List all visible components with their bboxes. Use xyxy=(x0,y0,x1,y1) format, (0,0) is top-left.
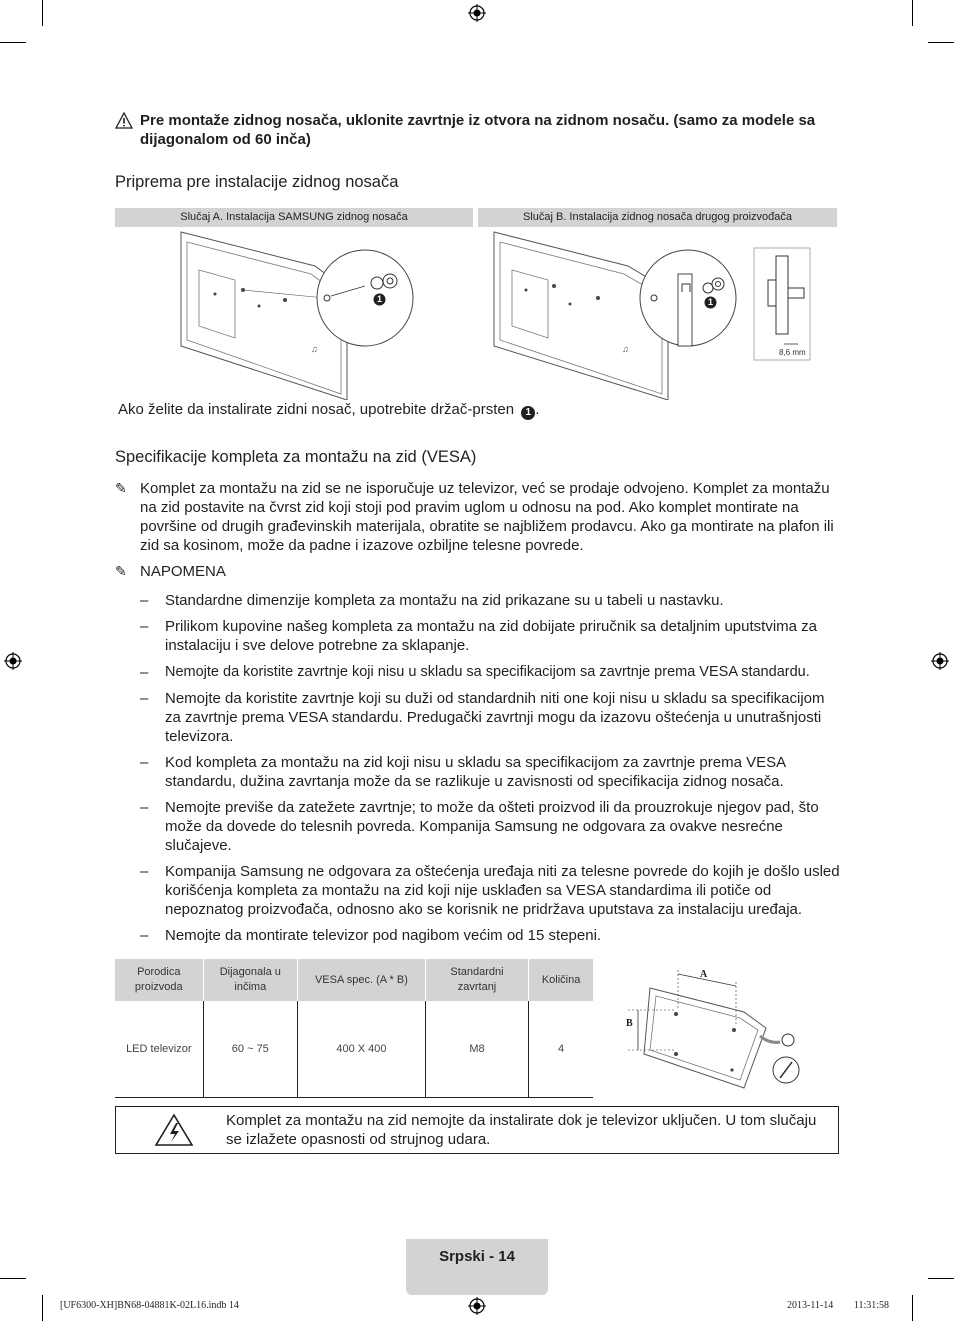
list-item: – Kod kompleta za montažu na zid koji nisu u skladu sa specifikacijom za zavrtnje prema VESA standardu, dužina zavrtanja može da se razlikuje u zavisnosti od specifikacija zidnog nosača. xyxy=(140,754,786,790)
caution-text: Komplet za montažu na zid nemojte da instalirate dok je televizor uključen. U tom slučaju se izlažete opasnosti od strujnog udara. xyxy=(226,1112,817,1148)
section-title-preparation: Priprema pre instalacije zidnog nosača xyxy=(115,173,399,191)
table-row xyxy=(115,1001,593,1098)
vesa-spec-table xyxy=(115,959,593,1098)
electric-shock-caution xyxy=(115,1106,839,1154)
column-header: VESA spec. (A * B) xyxy=(298,959,426,1001)
marker-1-inline xyxy=(521,406,535,420)
vesa-diagram xyxy=(620,966,810,1092)
crop-mark xyxy=(928,1278,954,1279)
page-number: Srpski - 14 xyxy=(439,1248,515,1265)
list-item: – Standardne dimenzije kompleta za montažu na zid prikazane su u tabeli u nastavku. xyxy=(140,592,724,609)
list-item: – Kompanija Samsung ne odgovara za oštećenja uređaja niti za telesne povrede do kojih je došlo usled korišćenja kompleta za montažu na zid koji nije usklađen sa VESA standardima ili potiče od nepoznatog proizvođača, odnosno ako se korisnik ne pridržava uputstava za instalaciju uređaja. xyxy=(140,863,840,918)
list-item: – Nemojte da koristite zavrtnje koji nisu u skladu sa specifikacijom sa zavrtnje prema VESA standardu. xyxy=(140,664,810,681)
diagram-label-a: A xyxy=(700,969,708,980)
table-header-row xyxy=(115,959,593,1001)
registration-mark-icon xyxy=(4,652,22,670)
column-header: Količina xyxy=(529,959,593,1001)
table-cell: 60 ~ 75 xyxy=(203,1001,298,1098)
print-file-info: [UF6300-XH]BN68-04881K-02L16.indb 14 xyxy=(60,1300,239,1311)
note-napomena xyxy=(115,562,840,581)
ring-note: Ako želite da instalirate zidni nosač, upotrebite držač-prsten 1 . xyxy=(118,401,540,418)
column-header: Dijagonala u inčima xyxy=(203,959,298,1001)
pencil-note-icon: ✎ xyxy=(115,563,127,579)
electric-shock-warning-icon xyxy=(154,1113,194,1147)
crop-mark xyxy=(928,42,954,43)
table-cell: 400 X 400 xyxy=(298,1001,426,1098)
table-cell: LED televizor xyxy=(115,1001,203,1098)
marker-1-label: 1 xyxy=(707,297,713,307)
section-title-vesa: Specifikacije kompleta za montažu na zid (VESA) xyxy=(115,448,477,466)
case-a-illustration xyxy=(115,228,473,400)
case-b-illustration xyxy=(478,228,837,400)
registration-mark-icon xyxy=(931,652,949,670)
registration-mark-icon xyxy=(468,1297,486,1315)
list-item: – Prilikom kupovine našeg kompleta za montažu na zid dobijate priručnik sa detaljnim uputstvima za instalaciju i sve delove potrebne za sklapanje. xyxy=(140,618,817,654)
pencil-note-icon: ✎ xyxy=(115,480,127,496)
warning-triangle-icon xyxy=(115,112,133,129)
print-timestamp: 2013-11-14 ￿￿ 11:31:58 xyxy=(787,1300,890,1311)
top-warning-text: Pre montaže zidnog nosača, uklonite zavrtnje iz otvora na zidnom nosaču. (samo za modele sa dijagonalom od 60 inča) xyxy=(140,112,816,148)
napomena-label: NAPOMENA xyxy=(140,563,226,580)
crop-mark xyxy=(912,1295,913,1321)
ring-note-text: Ako želite da instalirate zidni nosač, upotrebite držač-prsten xyxy=(118,401,515,418)
top-warning xyxy=(115,111,840,149)
marker-1-inline-label: 1 xyxy=(525,407,531,418)
crop-mark xyxy=(0,1278,26,1279)
page-number-tab xyxy=(406,1239,548,1295)
note-main xyxy=(115,479,840,555)
crop-mark xyxy=(912,0,913,26)
marker-1-label: 1 xyxy=(376,294,382,304)
svg-text:♫: ♫ xyxy=(622,344,629,354)
note-main-text: Komplet za montažu na zid se ne isporučuje uz televizor, već se prodaje odvojeno. Komplet za montažu na zid postavite na čvrst zid koji stoji pod pravim uglom u odnosu na pod. Ako komplet montirate na površine od drugih građevinskih materijala, obratite se najbližem prodavcu. Ako ga montirate na plafon ili zid sa kosinom, može da padne i izazove ozbiljne telesne povrede. xyxy=(140,480,834,554)
crop-mark xyxy=(42,1295,43,1321)
case-a-header: Slučaj A. Instalacija SAMSUNG zidnog nosača xyxy=(115,208,473,227)
measure-label: 8,6 mm xyxy=(779,348,806,357)
crop-mark xyxy=(0,42,26,43)
svg-text:♫: ♫ xyxy=(311,344,318,354)
diagram-label-b: B xyxy=(626,1018,633,1029)
column-header: Standardni zavrtanj xyxy=(425,959,528,1001)
list-item: – Nemojte da koristite zavrtnje koji su duži od standardnih niti one koji nisu u skladu sa specifikacijom za zavrtnje prema VESA standardu. Predugački zavrtnji mogu da izazovu oštećenja u unutrašnjosti televizora. xyxy=(140,690,825,745)
list-item: – Nemojte previše da zatežete zavrtnje; to može da ošteti proizvod ili da prouzrokuje njegov pad, što može da dovede do telesnih povreda. Kompanija Samsung ne odgovara za ovakve nesrećne slučajeve. xyxy=(140,799,819,854)
table-cell: 4 xyxy=(529,1001,593,1098)
crop-mark xyxy=(42,0,43,26)
table-cell: M8 xyxy=(425,1001,528,1098)
list-item: – Nemojte da montirate televizor pod nagibom većim od 15 stepeni. xyxy=(140,927,602,944)
case-b-header: Slučaj B. Instalacija zidnog nosača drugog proizvođača xyxy=(478,208,837,227)
column-header: Porodica proizvoda xyxy=(115,959,203,1001)
registration-mark-icon xyxy=(468,4,486,22)
